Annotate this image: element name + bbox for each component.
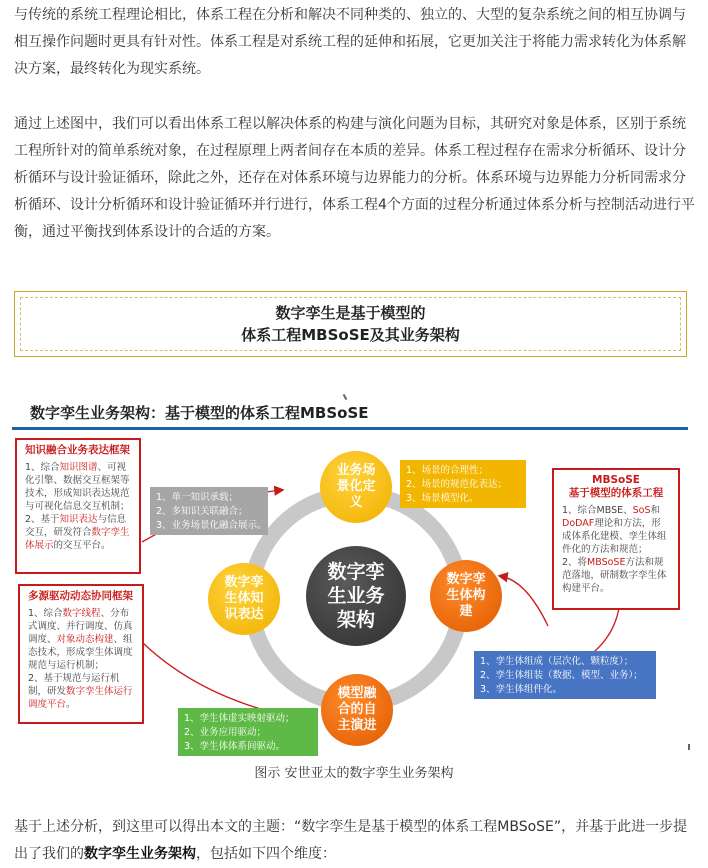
multisource-box xyxy=(18,584,144,724)
node-twin-construction: 数字孪 生体构 建 xyxy=(430,560,502,632)
center-business-architecture: 数字孪 生业务 架构 xyxy=(306,546,406,646)
knowledge-fusion-item1: 1、综合知识图谱、可视化引擎、数据交互框架等技术，形成知识表达规范与可视化信息交互机制； xyxy=(25,462,130,512)
knowledge-fusion-item2: 2、基于知识表达与信息交互，研发符合数字孪生体展示的交互平台。 xyxy=(25,514,130,551)
node-knowledge-expression: 数字孪 生体知 识表达 xyxy=(208,563,280,635)
callout-knowledge-points: 1、单一知识承载； 2、多知识关联融合； 3、业务场景化融合展示。 xyxy=(150,487,268,535)
business-architecture-diagram xyxy=(0,380,708,781)
knowledge-fusion-title: 知识融合业务表达框架 xyxy=(25,444,130,456)
mbsose-title: MBSoSE xyxy=(592,474,640,486)
section-heading-inner xyxy=(20,297,681,351)
multisource-title: 多源驱动动态协同框架 xyxy=(28,590,133,602)
node-model-fusion-evolution: 模型融 合的自 主演进 xyxy=(321,674,393,746)
mbsose-link-arrow xyxy=(500,576,548,626)
mbsose-subtitle: 基于模型的体系工程 xyxy=(568,487,664,499)
intro-paragraph: 与传统的系统工程理论相比，体系工程在分析和解决不同种类的、独立的、大型的复杂系统之间的相互协调与相互操作问题时更具有针对性。体系工程是对系统工程的延伸和拓展，它更加关注于将能力需求转化为体系解决方案，最终转化为现实系统。 xyxy=(14,7,686,77)
conclusion-paragraph: 基于上述分析，到这里可以得出本文的主题：“数字孪生是基于模型的体系工程MBSoSE”，并基于此进一步提出了我们的数字孪生业务架构，包括如下四个维度： xyxy=(14,819,688,862)
diagram-title: 数字孪生业务架构：基于模型的体系工程MBSoSE xyxy=(30,404,369,422)
business-architecture-emphasis: 数字孪生业务架构 xyxy=(84,846,196,862)
figure-caption: 图示 安世亚太的数字孪生业务架构 xyxy=(254,766,454,781)
multisource-item2: 2、基于规范与运行机制，研发数字孪生体运行调度平台。 xyxy=(28,673,133,710)
stray-mark-right xyxy=(688,744,690,750)
multisource-item1: 1、综合数字线程、分布式调度、并行调度、仿真调度、对象动态构建、组态技术，形成孪生体调度规范与运行机制； xyxy=(28,608,133,671)
mbsose-item1: 1、综合MBSE、SoS和DoDAF理论和方法，形成体系化建模、孪生体组件化的方法和规范； xyxy=(562,505,667,555)
node-scenario-definition: 业务场 景化定 义 xyxy=(320,451,392,523)
mbsose-item2: 2、将MBSoSE方法和规范落地，研制数字孪生体构建平台。 xyxy=(562,557,667,594)
callout-scenario-points: 1、场景的合理性； 2、场景的规范化表达； 3、场景模型化。 xyxy=(400,460,526,508)
section-heading-box xyxy=(14,291,687,357)
knowledge-fusion-box xyxy=(15,438,141,574)
mbsose-box xyxy=(552,468,680,610)
section-heading-line1: 数字孪生是基于模型的 xyxy=(275,304,426,322)
analysis-paragraph: 通过上述图中，我们可以看出体系工程以解决体系的构建与演化问题为目标，其研究对象是体系，区别于系统工程所针对的简单系统对象，在过程原理上两者间存在本质的差异。体系工程过程存在需求分析循环、设计分析循环与设计验证循环，除此之外，还存在对体系环境与边界能力的分析。体系环境与边界能力分析同需求分析循环、设计分析循环和设计验证循环并行进行，体系工程4个方面的过程分析通过体系分析与控制活动进行平衡，通过平衡找到体系设计的合适的方案。 xyxy=(14,116,695,240)
section-heading-line2: 体系工程MBSoSE及其业务架构 xyxy=(241,326,460,344)
callout-evolution-points: 1、孪生体虚实映射驱动； 2、业务应用驱动； 3、孪生体体系间驱动。 xyxy=(178,708,318,756)
callout-construction-points: 1、孪生体组成（层次化、颗粒度）； 2、孪生体组装（数据、模型、业务）； 3、孪生体组件化。 xyxy=(474,651,656,699)
